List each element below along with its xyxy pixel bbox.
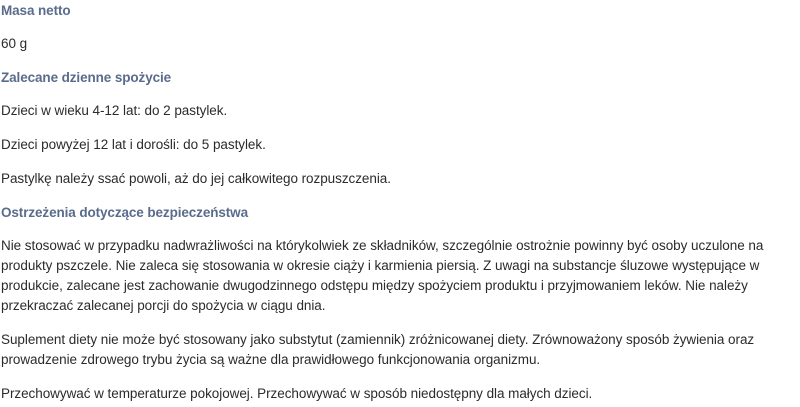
warnings-paragraph-contraindications: Nie stosować w przypadku nadwrażliwości na którykolwiek ze składników, szczególnie ostrożnie powinny być osoby uczulone na produkty pszczele. Nie zaleca się stosowania w okresie ciąży i karmienia piersią. Z uwagi na substancje śluzowe występujące w produkcie, zalecane jest zachowanie dwugodzinnego odstępu między spożyciem produktu i przyjmowaniem leków. Nie należy przekraczać zalecanej porcji do spożycia w ciągu dnia.	[1, 238, 764, 313]
net-weight-value: 60 g	[1, 36, 28, 51]
product-details	[1, 0, 791, 404]
daily-dose-heading: Zalecane dzienne spożycie	[1, 70, 172, 85]
warnings-heading: Ostrzeżenia dotyczące bezpieczeństwa	[1, 205, 248, 220]
warnings-paragraph-storage: Przechowywać w temperaturze pokojowej. Przechowywać w sposób niedostępny dla małych dzieci.	[1, 386, 593, 401]
daily-dose-instructions: Pastylkę należy ssać powoli, aż do jej całkowitego rozpuszczenia.	[1, 171, 391, 186]
warnings-paragraph-diet: Suplement diety nie może być stosowany jako substytut (zamiennik) zróżnicowanej diety. Zrównoważony sposób żywienia oraz prowadzenie zdrowego trybu życia są ważne dla prawidłowego funkcjonowania organizmu.	[1, 332, 755, 367]
daily-dose-children: Dzieci w wieku 4-12 lat: do 2 pastylek.	[1, 103, 228, 118]
net-weight-heading: Masa netto	[1, 3, 71, 18]
daily-dose-adults: Dzieci powyżej 12 lat i dorośli: do 5 pastylek.	[1, 137, 266, 152]
